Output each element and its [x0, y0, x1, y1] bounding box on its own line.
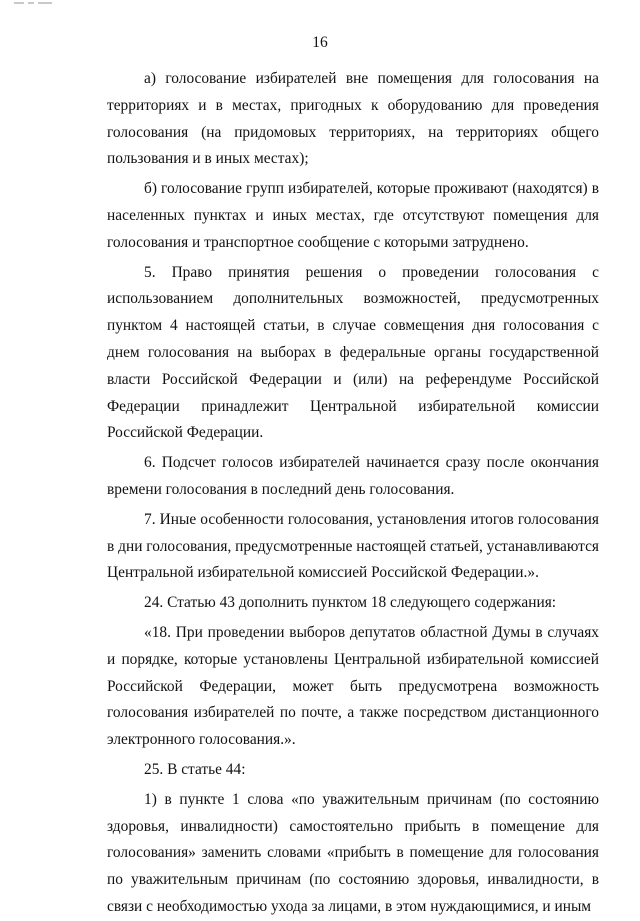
paragraph-subpoint-1: 1) в пункте 1 слова «по уважительным причинам (по состоянию здоровья, инвалидности) самостоятельно прибыть в помещение для голосования» заменить словами «прибыть в помещение для голосования по уважительным причинам (по состоянию здоровья, инвалидности, в связи с необходимостью ухода за лицами, в этом нуждающимися, и иным — [107, 790, 599, 915]
paragraph-amendment-25: 25. В статье 44: — [144, 760, 246, 778]
page-number: 16 — [312, 34, 328, 51]
paragraph-item-b: б) голосование групп избирателей, которые проживают (находятся) в населенных пунктах и иных местах, где отсутствуют помещения для голосования и транспортное сообщение с которыми затруднено. — [107, 180, 599, 251]
paragraph-point-18: «18. При проведении выборов депутатов областной Думы в случаях и порядке, которые установлены Центральной избирательной комиссией Российской Федерации, может быть предусмотрена возможность голосования избирателей по почте, а также посредством дистанционного электронного голосования.». — [107, 623, 599, 749]
paragraph-point-5: 5. Право принятия решения о проведении голосования с использованием дополнительных возможностей, предусмотренных пунктом 4 настоящей статьи, в случае совмещения дня голосования с днем голосования на выборах в федеральные органы государственной власти Российской Федерации и (или) на референдуме Российской Федерации принадлежит Центральной избирательной комиссии Российской Федерации. — [107, 263, 599, 442]
paragraph-point-7: 7. Иные особенности голосования, установления итогов голосования в дни голосования, предусмотренные настоящей статьей, устанавливаются Центральной избирательной комиссией Российской Федерации.». — [107, 510, 599, 582]
document-body — [107, 66, 599, 921]
paragraph-point-6: 6. Подсчет голосов избирателей начинается сразу после окончания времени голосования в последний день голосования. — [107, 454, 599, 498]
paragraph-item-a: а) голосование избирателей вне помещения для голосования на территориях и в местах, пригодных к оборудованию для проведения голосования (на придомовых территориях, на территориях общего пользования и в иных местах); — [107, 70, 599, 168]
scan-artifact-mark — [14, 2, 74, 5]
paragraph-amendment-24: 24. Статью 43 дополнить пунктом 18 следующего содержания: — [144, 594, 557, 612]
